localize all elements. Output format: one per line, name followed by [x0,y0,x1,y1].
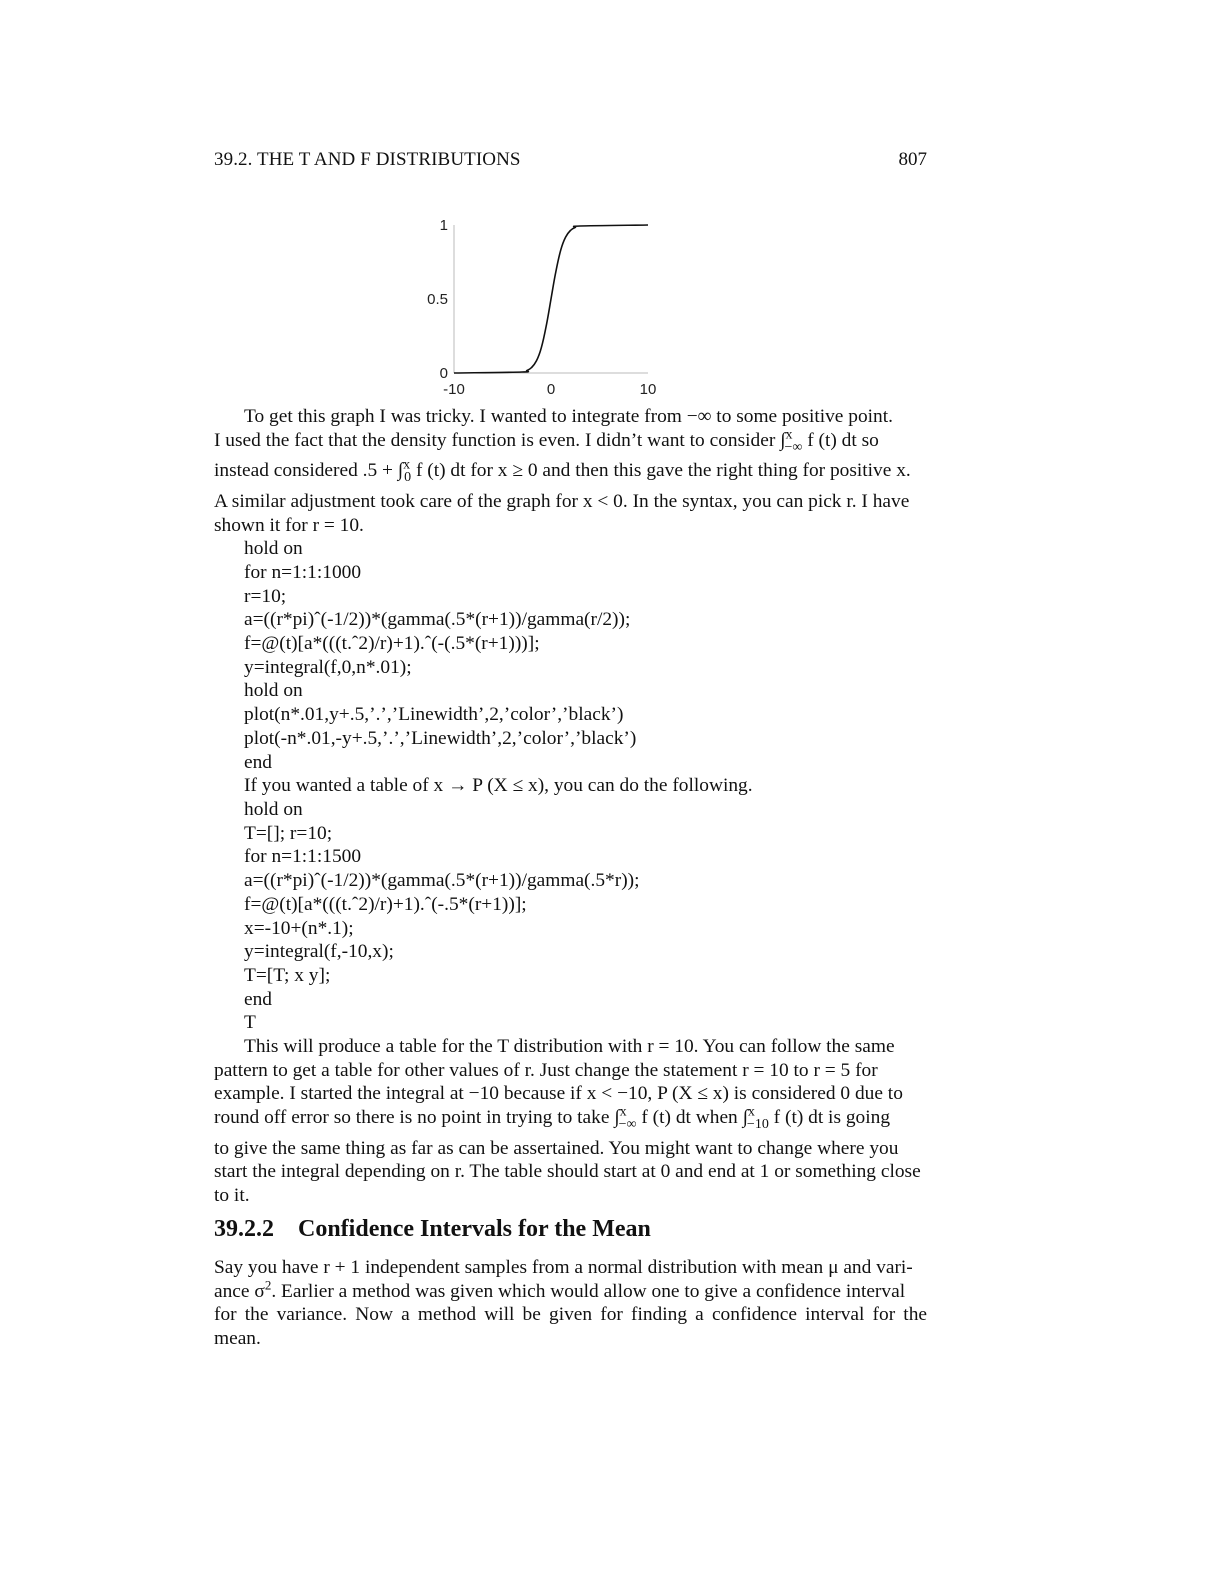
text-line: to give the same thing as far as can be assertained. You might want to change where you [214,1137,899,1159]
code-line: hold on [244,538,303,560]
page-number: 807 [898,149,927,170]
text-line: A similar adjustment took care of the graph for x < 0. In the syntax, you can pick r. I have [214,490,910,512]
table-intro-line: If you wanted a table of x → P (X ≤ x), you can do the following. [244,775,753,797]
code-line: x=-10+(n*.1); [244,917,354,939]
section-heading [214,1214,927,1244]
running-header-section: 39.2. THE T AND F DISTRIBUTIONS [214,149,521,170]
text-line: round off error so there is no point in trying to take ∫$^x_{-\infty}$ f (t) dt when ∫$^x_{-10}$ f (t) dt is going [214,1104,891,1133]
section-number: 39.2.2 [214,1216,274,1242]
paragraph-table-explanation [214,1035,927,1208]
code-line: f=@(t)[a*(((t.ˆ2)/r)+1).ˆ(-(.5*(r+1)))]; [244,633,540,655]
section-body [214,1256,927,1351]
paragraph-graph-explanation [214,405,927,537]
code-block-table [214,798,927,1035]
y-tick-label: 1 [439,217,448,234]
text-line: Say you have r + 1 independent samples from a normal distribution with mean μ and vari- [214,1257,913,1278]
code-line: f=@(t)[a*(((t.ˆ2)/r)+1).ˆ(-.5*(r+1))]; [244,893,527,915]
code-line: end [244,988,272,1010]
code-line: plot(n*.01,y+.5,’.’,’Linewidth’,2,’color’,’black’) [244,704,624,726]
code-line: end [244,751,272,773]
running-header [214,148,927,172]
main-text [214,405,927,1208]
text-line: This will produce a table for the T distribution with r = 10. You can follow the same [244,1036,895,1058]
y-tick-label: 0 [439,365,448,382]
code-line: for n=1:1:1500 [244,846,362,868]
code-line: T [244,1012,256,1034]
code-line: plot(-n*.01,-y+.5,’.’,’Linewidth’,2,’color’,’black’) [244,727,637,749]
cdf-chart [400,205,670,405]
paragraph-confidence-intro [214,1256,927,1351]
x-tick-label: 10 [639,381,657,398]
code-line: a=((r*pi)ˆ(-1/2))*(gamma(.5*(r+1))/gamma(r/2)); [244,609,631,631]
section-title: Confidence Intervals for the Mean [298,1216,651,1242]
code-line: r=10; [244,585,287,607]
text-line: I used the fact that the density function is even. I didn’t want to consider ∫$^x_{-\infty}$ f (t) dt so [214,427,879,455]
x-tick-label: 0 [546,381,556,398]
code-line: T=[]; r=10; [244,822,333,844]
code-line: hold on [244,680,303,702]
text-line: pattern to get a table for other values of r. Just change the statement r = 10 to r = 5 for [214,1059,878,1081]
code-line: a=((r*pi)ˆ(-1/2))*(gamma(.5*(r+1))/gamma(.5*r)); [244,870,640,892]
text-line: for the variance. Now a method will be given for finding a confidence interval for the mean. [214,1304,927,1350]
code-line: hold on [244,799,303,820]
text-line: to it. [214,1185,250,1207]
code-block-graph [214,537,927,774]
text-line: example. I started the integral at −10 because if x < −10, P (X ≤ x) is considered 0 due to [214,1083,903,1105]
text-line: To get this graph I was tricky. I wanted to integrate from −∞ to some positive point. [244,406,893,427]
y-tick-label: 0.5 [427,291,448,308]
code-line: y=integral(f,-10,x); [244,941,394,963]
x-tick-label: -10 [443,381,465,398]
text-line: instead considered .5 + ∫$^x_0$ f (t) dt for x ≥ 0 and then this gave the right thing for positive x. [214,457,911,486]
text-line: start the integral depending on r. The table should start at 0 and end at 1 or something close [214,1161,921,1183]
code-line: for n=1:1:1000 [244,561,362,583]
cdf-series-line [454,225,648,373]
code-line: T=[T; x y]; [244,964,331,986]
text-line: ance $\sigma^2$. Earlier a method was given which would allow one to give a confidence interval [214,1277,906,1302]
code-line: y=integral(f,0,n*.01); [244,656,412,678]
text-line: shown it for r = 10. [214,514,364,536]
